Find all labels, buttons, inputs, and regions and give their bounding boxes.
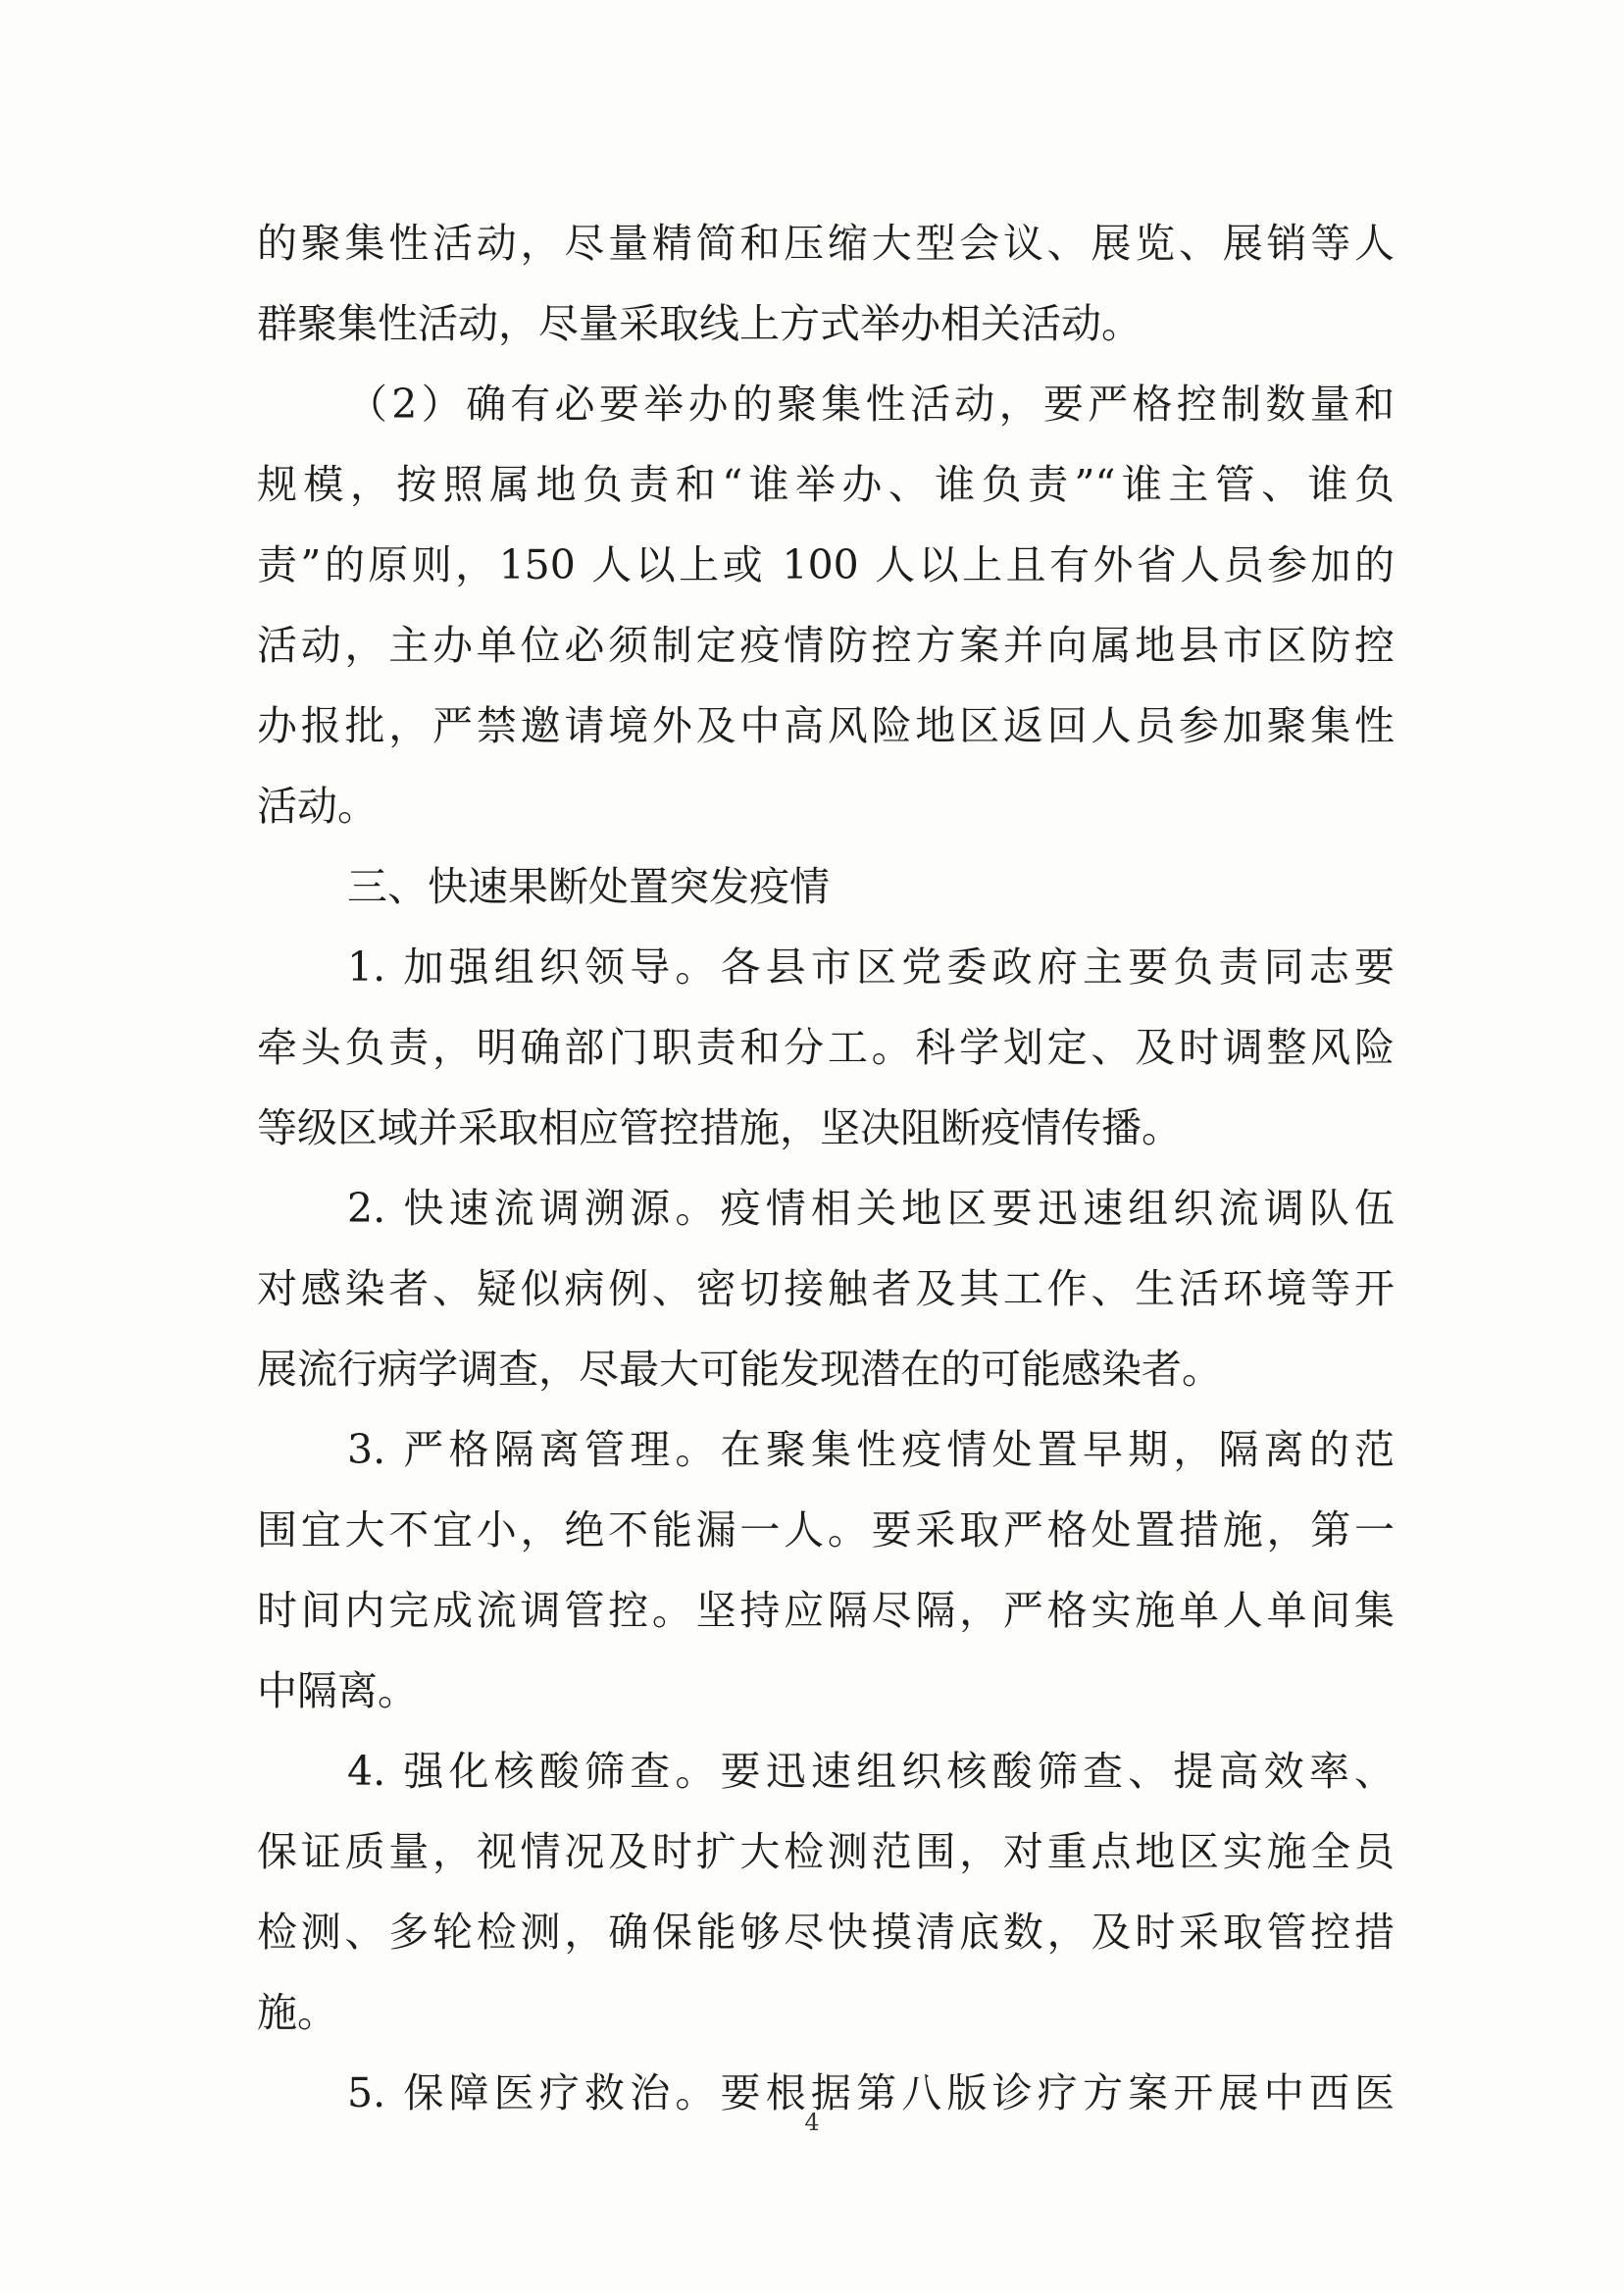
text-line: 对感染者、疑似病例、密切接触者及其工作、生活环境等开 (257, 1265, 1395, 1312)
page-number: 4 (804, 2109, 820, 2136)
text-line: 时间内完成流调管控。坚持应隔尽隔，严格实施单人单间集 (257, 1587, 1395, 1634)
text-line: 施。 (257, 1989, 337, 2036)
text-line: 群聚集性活动，尽量采取线上方式举办相关活动。 (257, 300, 1142, 347)
text-line: 保证质量，视情况及时扩大检测范围，对重点地区实施全员 (257, 1828, 1395, 1875)
text-line: 围宜大不宜小，绝不能漏一人。要采取严格处置措施，第一 (257, 1506, 1395, 1554)
text-line: 牵头负责，明确部门职责和分工。科学划定、及时调整风险 (257, 1024, 1395, 1071)
text-line: 4. 强化核酸筛查。要迅速组织核酸筛查、提高效率、 (347, 1748, 1395, 1795)
text-line: 中隔离。 (257, 1667, 418, 1714)
document-body (257, 203, 1395, 2133)
text-line: 等级区域并采取相应管控措施，坚决阻断疫情传播。 (257, 1104, 1182, 1151)
text-line: 规模，按照属地负责和“谁举办、谁负责”“谁主管、谁负 (257, 461, 1395, 508)
text-line: 的聚集性活动，尽量精简和压缩大型会议、展览、展销等人 (257, 220, 1395, 267)
text-line: 活动。 (257, 783, 378, 830)
text-line: 活动，主办单位必须制定疫情防控方案并向属地县市区防控 (257, 622, 1395, 669)
text-line: 5. 保障医疗救治。要根据第八版诊疗方案开展中西医 (347, 2069, 1395, 2116)
text-line: 2. 快速流调溯源。疫情相关地区要迅速组织流调队伍 (347, 1185, 1395, 1232)
text-line: 责”的原则，150 人以上或 100 人以上且有外省人员参加的 (257, 541, 1395, 588)
text-line: 办报批，严禁邀请境外及中高风险地区返回人员参加聚集性 (257, 702, 1395, 749)
text-line: 3. 严格隔离管理。在聚集性疫情处置早期，隔离的范 (347, 1426, 1395, 1473)
text-line: 1. 加强组织领导。各县市区党委政府主要负责同志要 (347, 943, 1395, 991)
text-line: 检测、多轮检测，确保能够尽快摸清底数，及时采取管控措 (257, 1909, 1395, 1956)
section-heading: 三、快速果断处置突发疫情 (347, 863, 830, 910)
text-line: 展流行病学调查，尽最大可能发现潜在的可能感染者。 (257, 1346, 1222, 1393)
text-line: （2）确有必要举办的聚集性活动，要严格控制数量和 (347, 381, 1395, 428)
